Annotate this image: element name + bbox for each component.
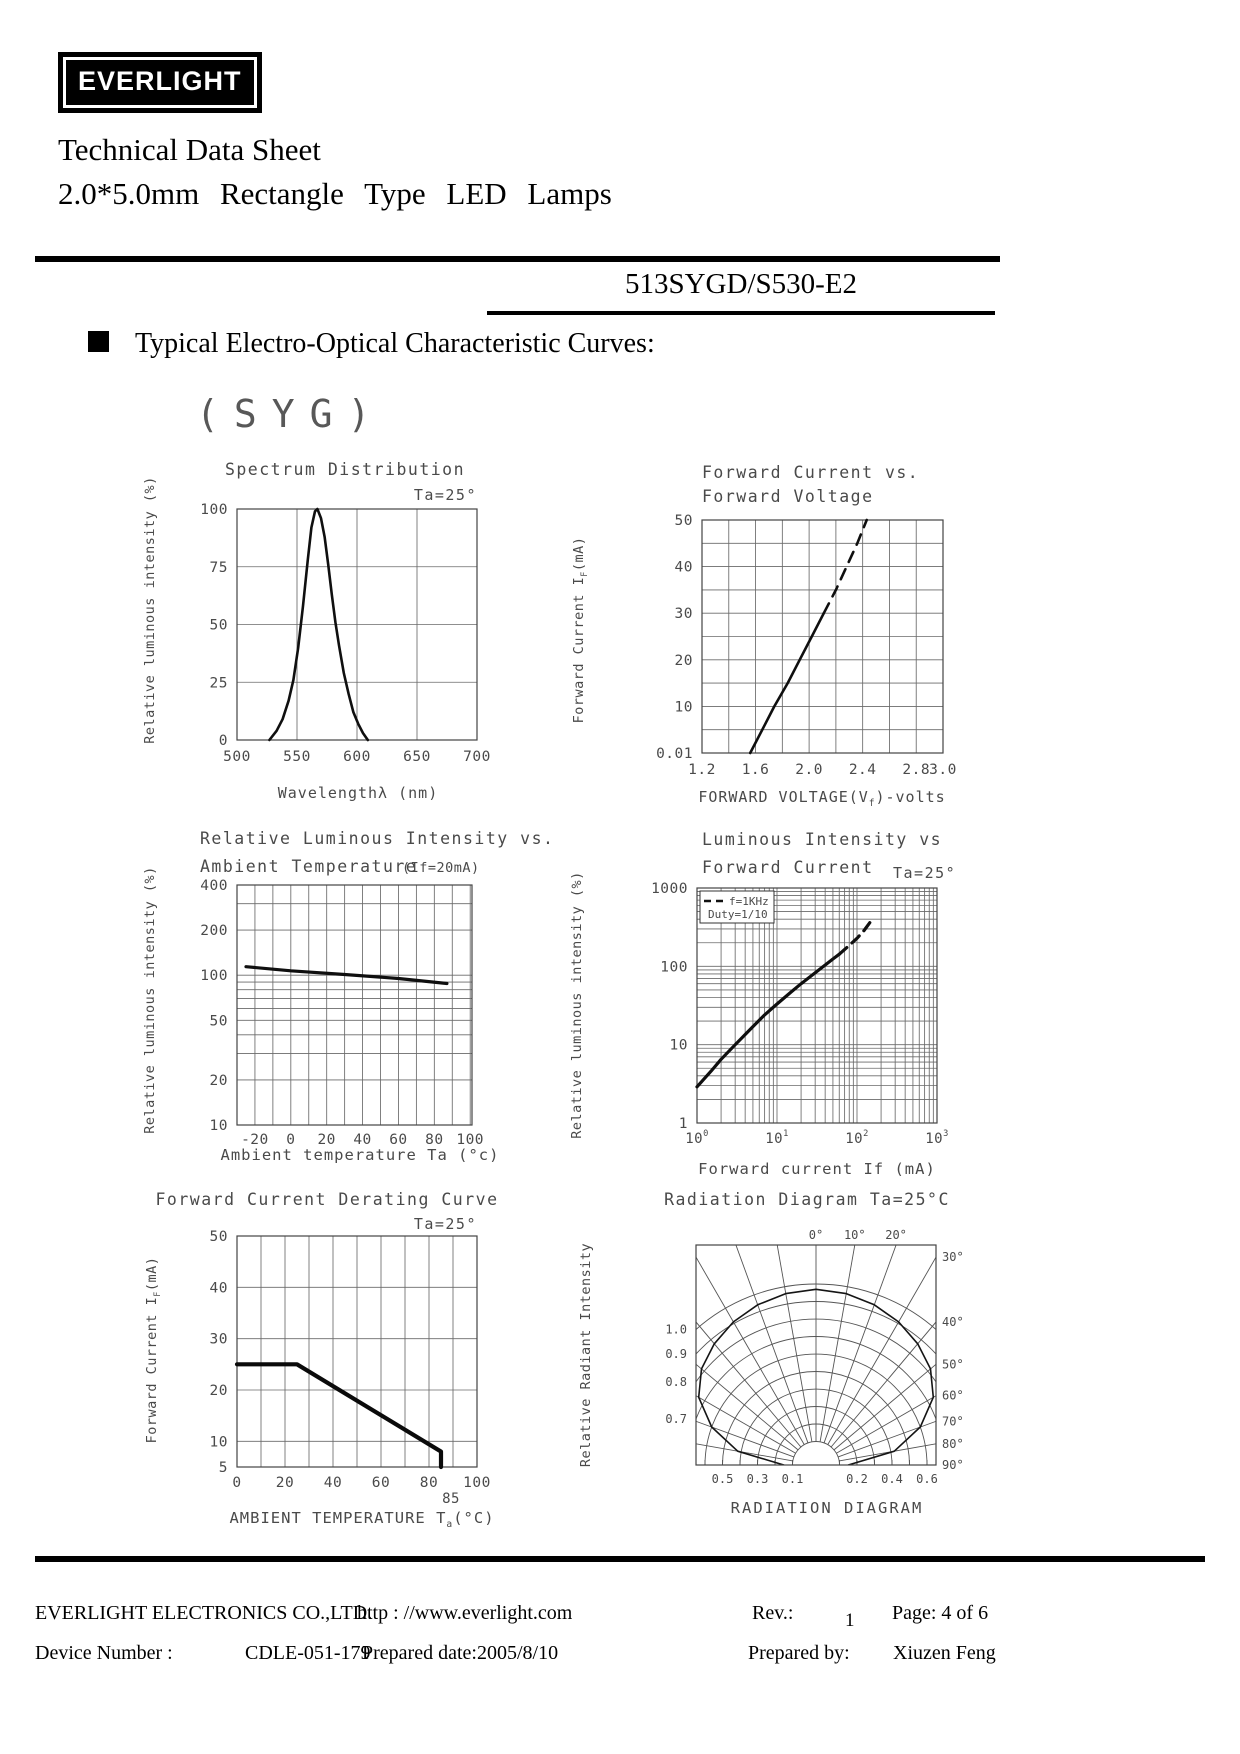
svg-text:550: 550: [283, 749, 311, 765]
footer-website: http : //www.everlight.com: [357, 1602, 573, 1624]
svg-text:20: 20: [275, 1475, 295, 1491]
section-heading: [88, 328, 655, 360]
svg-text:500: 500: [223, 749, 251, 765]
svg-text:700: 700: [463, 749, 491, 765]
svg-text:50°: 50°: [942, 1357, 964, 1372]
part-number-underline: [487, 311, 995, 315]
everlight-logo-text: EVERLIGHT: [66, 60, 254, 105]
svg-text:103: $10^3$: [925, 1129, 949, 1147]
variant-label: (SYG): [196, 392, 386, 436]
doc-subtitle: 2.0*5.0mm Rectangle Type LED Lamps: [58, 176, 612, 211]
svg-text:0.3: 0.3: [746, 1472, 769, 1486]
svg-text:0: 0: [218, 733, 228, 749]
svg-text:FORWARD VOLTAGE(Vf)-volts: FORWARD $VOLTAGE(V_f)$-volts: [698, 788, 946, 809]
svg-text:1000: 1000: [651, 881, 688, 897]
radiation-diagram-chart: [565, 1175, 1005, 1540]
footer-page-number: Page: 4 of 6: [892, 1602, 989, 1624]
everlight-logo: [58, 52, 262, 113]
svg-text:Forward Current vs.: Forward Current vs.: [702, 463, 920, 482]
svg-text:3.0: 3.0: [929, 762, 957, 778]
footer-device-number: CDLE-051-179: [245, 1642, 371, 1664]
svg-text:Relative luminous intensity (%: Relative luminous intensity (%): [142, 866, 158, 1134]
svg-text:20: 20: [317, 1132, 336, 1148]
svg-text:40: 40: [674, 559, 693, 576]
svg-text:1.6: 1.6: [741, 762, 770, 778]
part-number: 513SYGD/S530-E2: [624, 268, 857, 300]
svg-text:Relative Luminous Intensity vs: Relative Luminous Intensity vs.: [200, 829, 555, 848]
svg-text:60: 60: [389, 1132, 408, 1148]
svg-text:Ambient Temperature: Ambient Temperature: [200, 857, 418, 876]
svg-text:2.8: 2.8: [902, 762, 931, 778]
footer-rev-value: 1: [845, 1610, 855, 1631]
svg-text:100: 100: [463, 1475, 491, 1491]
svg-text:50: 50: [209, 617, 228, 634]
svg-text:400: 400: [200, 878, 228, 894]
doc-title: Technical Data Sheet: [58, 132, 321, 167]
svg-text:90°: 90°: [942, 1458, 964, 1472]
svg-text:Relative Radiant Intensity: Relative Radiant Intensity: [578, 1242, 594, 1468]
svg-text:Ta=25°: Ta=25°: [413, 486, 477, 504]
svg-text:10: 10: [669, 1037, 688, 1054]
svg-text:1: 1: [678, 1116, 688, 1132]
svg-text:0.01: 0.01: [656, 746, 693, 762]
svg-text:40: 40: [353, 1132, 372, 1148]
svg-text:20: 20: [674, 652, 693, 669]
svg-text:0.2: 0.2: [846, 1472, 868, 1486]
svg-text:Forward current If (mA): Forward current If (mA): [698, 1160, 936, 1178]
svg-text:AMBIENT TEMPERATURE Ta(°C): AMBIENT TEMPERATURE $T_a(^\circ C)$: [229, 1509, 495, 1530]
luminous-intensity-vs-current-chart: [565, 800, 1005, 1190]
svg-text:100: 100: [200, 968, 228, 985]
svg-text:0°: 0°: [808, 1228, 824, 1242]
footer-prepared-date-label: Prepared date:: [362, 1642, 477, 1664]
svg-text:Forward Current IF(mA): Forward Current $I_F(mA)$: [144, 1256, 162, 1444]
svg-text:Forward Current: Forward Current: [702, 858, 874, 877]
svg-text:80: 80: [419, 1475, 439, 1491]
svg-text:f=1KHz: f=1KHz: [729, 895, 769, 908]
svg-text:50: 50: [209, 1013, 228, 1030]
footer-rev-label: Rev.:: [752, 1602, 794, 1624]
svg-text:Ambient temperature Ta (°c): Ambient temperature Ta (°c): [220, 1146, 500, 1164]
svg-text:0: 0: [286, 1132, 296, 1148]
svg-text:30°: 30°: [942, 1250, 964, 1265]
svg-text:101: $10^1$: [765, 1129, 789, 1147]
svg-text:Duty=1/10: Duty=1/10: [708, 908, 768, 921]
svg-text:(If=20mA): (If=20mA): [402, 860, 480, 876]
svg-text:100: 100: [456, 1132, 485, 1148]
svg-text:85: 85: [442, 1491, 460, 1507]
svg-text:0.9: 0.9: [665, 1346, 687, 1361]
luminous-intensity-vs-temperature-chart: [140, 800, 555, 1185]
forward-current-derating-chart: [140, 1175, 520, 1540]
svg-text:100: 100: [660, 959, 688, 976]
svg-text:2.0: 2.0: [795, 762, 823, 778]
svg-text:102: $10^2$: [845, 1129, 869, 1147]
svg-text:30: 30: [674, 606, 693, 623]
svg-text:10°: 10°: [843, 1228, 866, 1242]
svg-text:80°: 80°: [942, 1436, 964, 1451]
svg-text:0.5: 0.5: [711, 1472, 734, 1486]
svg-text:50: 50: [674, 513, 693, 529]
svg-text:1.2: 1.2: [688, 762, 716, 778]
svg-text:200: 200: [200, 923, 228, 940]
svg-text:20: 20: [209, 1383, 228, 1399]
svg-text:Relative luminous intensity (%: Relative luminous intensity (%): [142, 476, 158, 744]
svg-text:25: 25: [209, 675, 228, 692]
svg-text:Forward Current IF(mA): Forward Current $I_F(mA)$: [571, 536, 589, 724]
svg-text:650: 650: [403, 749, 431, 765]
svg-text:-20: -20: [241, 1132, 269, 1148]
footer-prepared-date: 2005/8/10: [477, 1642, 559, 1664]
svg-text:60°: 60°: [942, 1388, 964, 1403]
svg-text:600: 600: [343, 749, 371, 765]
svg-text:50: 50: [209, 1229, 228, 1245]
svg-text:70°: 70°: [942, 1414, 964, 1429]
svg-text:5: 5: [218, 1460, 228, 1476]
svg-text:10: 10: [209, 1118, 228, 1134]
svg-text:0.8: 0.8: [665, 1374, 687, 1389]
svg-text:20°: 20°: [885, 1228, 907, 1242]
footer-company: EVERLIGHT ELECTRONICS CO.,LTD.: [35, 1602, 373, 1624]
svg-text:0.7: 0.7: [665, 1412, 687, 1427]
svg-text:Ta=25°: Ta=25°: [413, 1215, 477, 1233]
spectrum-distribution-chart: [140, 440, 520, 815]
svg-text:0.4: 0.4: [881, 1472, 903, 1486]
square-bullet-icon: [88, 331, 109, 352]
svg-text:60: 60: [371, 1475, 391, 1491]
svg-text:100: $10^0$: [685, 1129, 709, 1147]
svg-text:RADIATION DIAGRAM: RADIATION DIAGRAM: [730, 1499, 924, 1517]
svg-text:40°: 40°: [942, 1314, 964, 1329]
svg-text:30: 30: [209, 1331, 228, 1348]
svg-text:Luminous Intensity vs: Luminous Intensity vs: [702, 830, 943, 849]
svg-text:40: 40: [323, 1475, 343, 1491]
svg-text:80: 80: [425, 1132, 444, 1148]
svg-text:Ta=25°: Ta=25°: [893, 864, 957, 882]
footer-prepared-by-label: Prepared by:: [748, 1642, 850, 1664]
svg-text:0: 0: [232, 1475, 242, 1491]
svg-text:10: 10: [209, 1434, 228, 1451]
svg-text:1.0: 1.0: [665, 1322, 687, 1337]
svg-text:0.1: 0.1: [781, 1472, 804, 1486]
svg-text:Forward Current Derating Curve: Forward Current Derating Curve: [155, 1190, 499, 1209]
svg-text:20: 20: [209, 1072, 228, 1089]
svg-text:Forward Voltage: Forward Voltage: [702, 487, 874, 506]
svg-text:Spectrum Distribution: Spectrum Distribution: [224, 460, 466, 479]
svg-text:Relative luminous intensity (%: Relative luminous intensity (%): [569, 871, 585, 1139]
svg-text:0.6: 0.6: [916, 1472, 938, 1486]
footer-divider: [35, 1556, 1205, 1562]
footer-prepared-by: Xiuzen Feng: [893, 1642, 996, 1664]
section-heading-text: Typical Electro-Optical Characteristic Curves:: [135, 328, 655, 359]
svg-text:Wavelengthλ (nm): Wavelengthλ (nm): [277, 784, 439, 802]
svg-text:75: 75: [209, 559, 228, 576]
svg-text:10: 10: [674, 699, 693, 716]
svg-text:100: 100: [200, 502, 228, 518]
header-divider: [35, 256, 1000, 262]
svg-text:40: 40: [209, 1280, 228, 1297]
forward-current-vs-voltage-chart: [565, 440, 995, 815]
svg-text:2.4: 2.4: [848, 762, 877, 778]
footer-device-label: Device Number :: [35, 1642, 173, 1664]
svg-text:Radiation Diagram Ta=25°C: Radiation Diagram Ta=25°C: [664, 1190, 950, 1209]
